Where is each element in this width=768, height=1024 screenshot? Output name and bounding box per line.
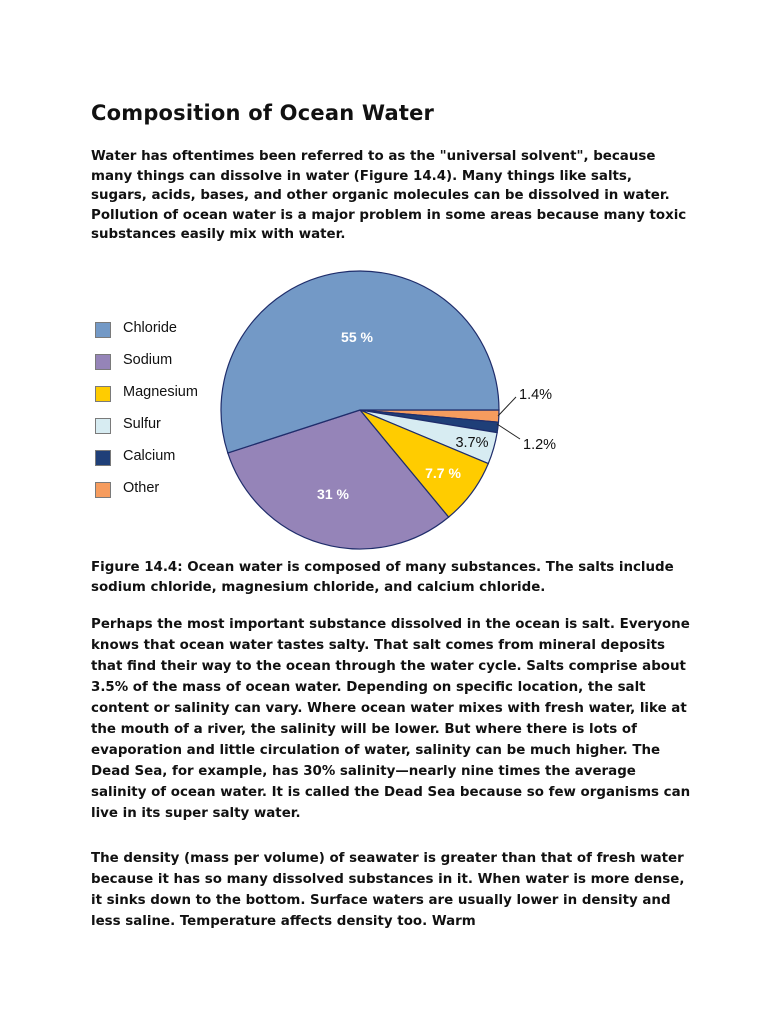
legend-label-sodium: Sodium <box>123 352 173 368</box>
callout-line-other <box>498 397 516 416</box>
slice-label-chloride: 55 % <box>341 329 373 345</box>
figure-caption: Figure 14.4: Ocean water is composed of many substances. The salts include sodium chloride, magnesium chloride, and calcium chloride. <box>91 560 674 595</box>
salt-paragraph: Perhaps the most important substance dissolved in the ocean is salt. Everyone knows that ocean water tastes salty. That salt comes from mineral deposits that find their way to the ocean through the water cycle. Salts comprise about 3.5% of the mass of ocean water. Depending on specific location, the salt content or salinity can vary. Where ocean water mixes with fresh water, like at the mouth of a river, the salinity will be lower. But where there is lots of evaporation and little circulation of water, salinity can be much higher. The Dead Sea, for example, has 30% salinity—nearly nine times the average salinity of ocean water. It is called the Dead Sea because so few organisms can live in its super salty water. <box>91 617 691 821</box>
density-paragraph: The density (mass per volume) of seawater is greater than that of fresh water because it has so many dissolved substances in it. When water is more dense, it sinks down to the bottom. Surface waters are usually lower in density and less saline. Temperature affects density too. Warm <box>91 851 685 929</box>
legend-label-chloride: Chloride <box>123 320 177 336</box>
slice-label-sulfur: 3.7% <box>455 435 489 451</box>
legend-label-calcium: Calcium <box>123 448 176 464</box>
intro-paragraph: Water has oftentimes been referred to as the "universal solvent", because many things can dissolve in water (Figure 14.4). Many things like salts, sugars, acids, bases, and other organic molecules can be dissolved in water. Pollution of ocean water is a major problem in some areas because many toxic substances easily mix with water. <box>91 149 687 242</box>
page-title: Composition of Ocean Water <box>91 101 435 125</box>
slice-label-other: 1.4% <box>519 387 553 403</box>
legend-label-other: Other <box>123 480 160 496</box>
legend-label-sulfur: Sulfur <box>123 416 161 432</box>
callout-line-calcium <box>497 424 520 439</box>
slice-label-calcium: 1.2% <box>523 437 557 453</box>
legend-label-magnesium: Magnesium <box>123 384 198 400</box>
slice-label-sodium: 31 % <box>317 486 349 502</box>
slice-label-magnesium: 7.7 % <box>425 465 461 481</box>
